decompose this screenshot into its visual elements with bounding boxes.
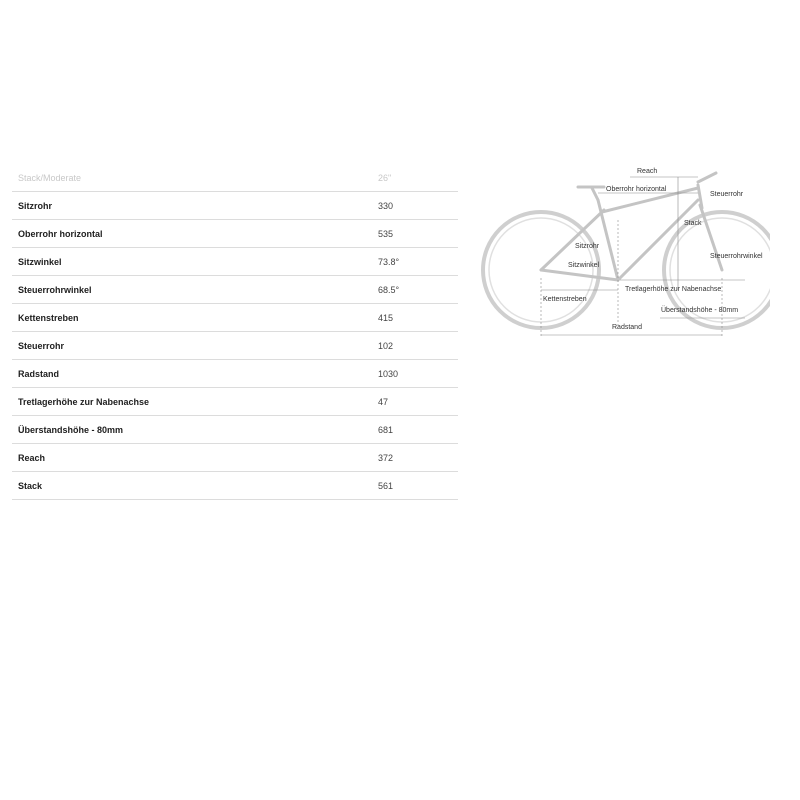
- row-value: 102: [378, 332, 458, 360]
- row-label: Reach: [12, 444, 378, 472]
- label-head-angle: Steuerrohrwinkel: [710, 253, 763, 260]
- row-value: 1030: [378, 360, 458, 388]
- table-row: [12, 444, 458, 472]
- label-bb-drop: Tretlagerhöhe zur Nabenachse: [625, 286, 722, 293]
- label-top-tube: Oberrohr horizontal: [606, 186, 667, 193]
- header-label: Stack/Moderate: [12, 164, 378, 192]
- table-row: [12, 416, 458, 444]
- label-wheelbase: Radstand: [612, 324, 642, 331]
- bike-geometry-diagram: [480, 160, 770, 345]
- label-head-tube: Steuerrohr: [710, 191, 744, 198]
- table-row: [12, 220, 458, 248]
- row-label: Oberrohr horizontal: [12, 220, 378, 248]
- label-chainstay: Kettenstreben: [543, 296, 587, 303]
- header-value: 26": [378, 164, 458, 192]
- row-value: 372: [378, 444, 458, 472]
- label-reach: Reach: [637, 168, 658, 175]
- table-row: [12, 332, 458, 360]
- geometry-table: [12, 164, 458, 500]
- label-seat-tube: Sitzrohr: [575, 243, 600, 250]
- row-label: Radstand: [12, 360, 378, 388]
- table-row: [12, 276, 458, 304]
- row-label: Kettenstreben: [12, 304, 378, 332]
- row-label: Tretlagerhöhe zur Nabenachse: [12, 388, 378, 416]
- row-value: 561: [378, 472, 458, 500]
- row-label: Überstandshöhe - 80mm: [12, 416, 378, 444]
- row-value: 330: [378, 192, 458, 220]
- table-row: [12, 248, 458, 276]
- row-label: Stack: [12, 472, 378, 500]
- table-header-row: [12, 164, 458, 192]
- row-value: 47: [378, 388, 458, 416]
- table-row: [12, 472, 458, 500]
- row-value: 681: [378, 416, 458, 444]
- row-value: 415: [378, 304, 458, 332]
- table-row: [12, 192, 458, 220]
- row-label: Steuerrohr: [12, 332, 378, 360]
- table-row: [12, 388, 458, 416]
- row-label: Steuerrohrwinkel: [12, 276, 378, 304]
- row-label: Sitzrohr: [12, 192, 378, 220]
- table-row: [12, 304, 458, 332]
- row-value: 535: [378, 220, 458, 248]
- row-value: 73.8°: [378, 248, 458, 276]
- label-standover: Überstandshöhe - 80mm: [661, 307, 739, 314]
- label-seat-angle: Sitzwinkel: [568, 262, 600, 269]
- label-stack: Stack: [684, 220, 702, 227]
- row-value: 68.5°: [378, 276, 458, 304]
- row-label: Sitzwinkel: [12, 248, 378, 276]
- table-row: [12, 360, 458, 388]
